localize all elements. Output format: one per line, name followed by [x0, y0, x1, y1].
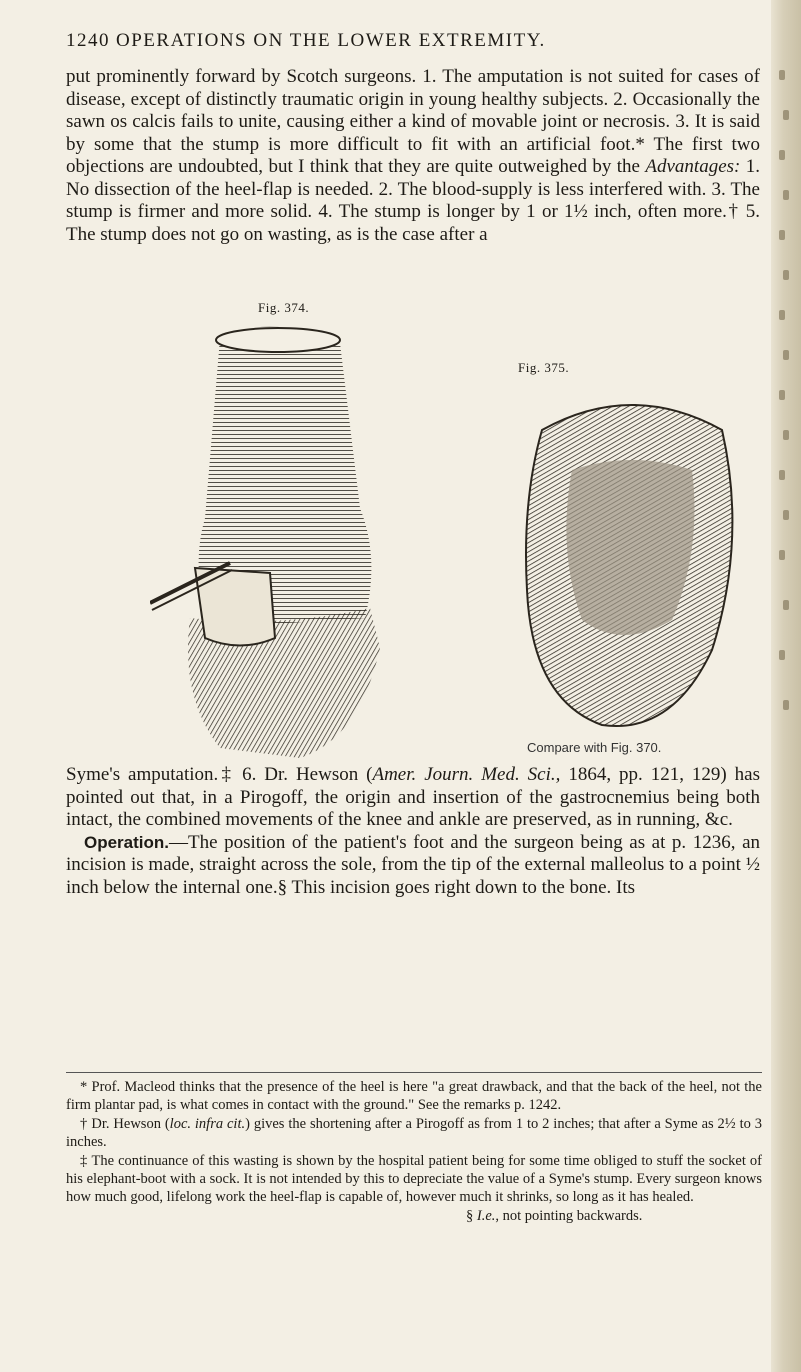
running-title: OPERATIONS ON THE LOWER EXTREMITY.	[116, 30, 546, 51]
operation-text: —The position of the patient's foot and the surgeon being as at p. 1236, an incision is made, straight across the sole, from the tip of the external malleolus to a point ½ inch below the internal one.§ This incision goes right down to the bone. Its	[66, 831, 760, 898]
fig-374-label: Fig. 374.	[258, 300, 310, 315]
footnote-2-italic: loc. infra cit.	[169, 1115, 246, 1132]
page-edge-shadow	[771, 0, 801, 1372]
footnote-3: ‡ The continuance of this wasting is shown by the hospital patient being for some time obliged to stuff the socket of his elephant-boot with a sock. It is not intended by this to depreciate the value of a Syme's stump. Every surgeon knows how much good, lifelong work the heel-flap is capable of, however much it shrinks, so long as it has healed.	[66, 1152, 762, 1206]
paragraph-top	[66, 66, 760, 246]
footnote-4-a: §	[466, 1207, 477, 1224]
paragraph-top-text: put prominently forward by Scotch surgeons. 1. The amputation is not suited for cases of disease, except of distinctly traumatic origin in young healthy subjects. 2. Occasionally the sawn os calcis fails to unite, causing either a kind of movable joint or necrosis. 3. It is said by some that the stump is more difficult to fit with an artificial foot.* The first two objections are undoubted, but I think that they are quite outweighed by the	[66, 66, 760, 177]
journal-citation: Amer. Journ. Med. Sci.,	[372, 764, 561, 785]
footnote-rule	[66, 1072, 762, 1073]
paragraph-top-rest: 1. No dissection of the heel-flap is needed. 2. The blood-supply is less interfered with. 3. The stump is firmer and more solid. 4. The stump is longer by 1 or 1½ inch, often more.† 5. The stump does not go on wasting, as is the case after a	[66, 156, 761, 245]
footnotes	[66, 1078, 762, 1225]
fig-375-caption: Compare with Fig. 370.	[527, 740, 662, 755]
paragraph-mid-text-b: 1864, pp. 121, 129) has pointed out that, in a Pirogoff, the origin and insertion of the gastrocnemius being both intact, the combined movements of the knee and ankle are preserved, as in running, &c.	[66, 764, 760, 830]
footnote-4-italic: I.e.	[476, 1207, 496, 1224]
footnote-4-b: , not pointing backwards.	[495, 1207, 643, 1224]
footnote-1: * Prof. Macleod thinks that the presence of the heel is here "a great drawback, and that the back of the heel, not the firm plantar pad, is what comes in contact with the ground." See the remarks p. 1242.	[66, 1079, 762, 1114]
page-number: 1240	[66, 30, 110, 51]
paragraph-mid-text-a: Syme's amputation.‡ 6. Dr. Hewson (	[66, 764, 373, 785]
fig-375-label: Fig. 375.	[518, 360, 570, 375]
figure-375-illustration	[512, 390, 752, 735]
footnote-2-a: † Dr. Hewson (	[80, 1115, 170, 1132]
footnote-2	[66, 1115, 762, 1152]
operation-heading: Operation.	[84, 832, 170, 852]
figure-374-illustration	[150, 318, 410, 760]
paragraph-mid	[66, 764, 760, 899]
footnote-4	[66, 1207, 762, 1225]
advantages-heading: Advantages:	[645, 156, 741, 177]
footnote-2-b: ) gives the shortening after a Pirogoff as from 1 to 2 inches; that after a Syme as 2½ to 3 inches.	[66, 1115, 762, 1151]
